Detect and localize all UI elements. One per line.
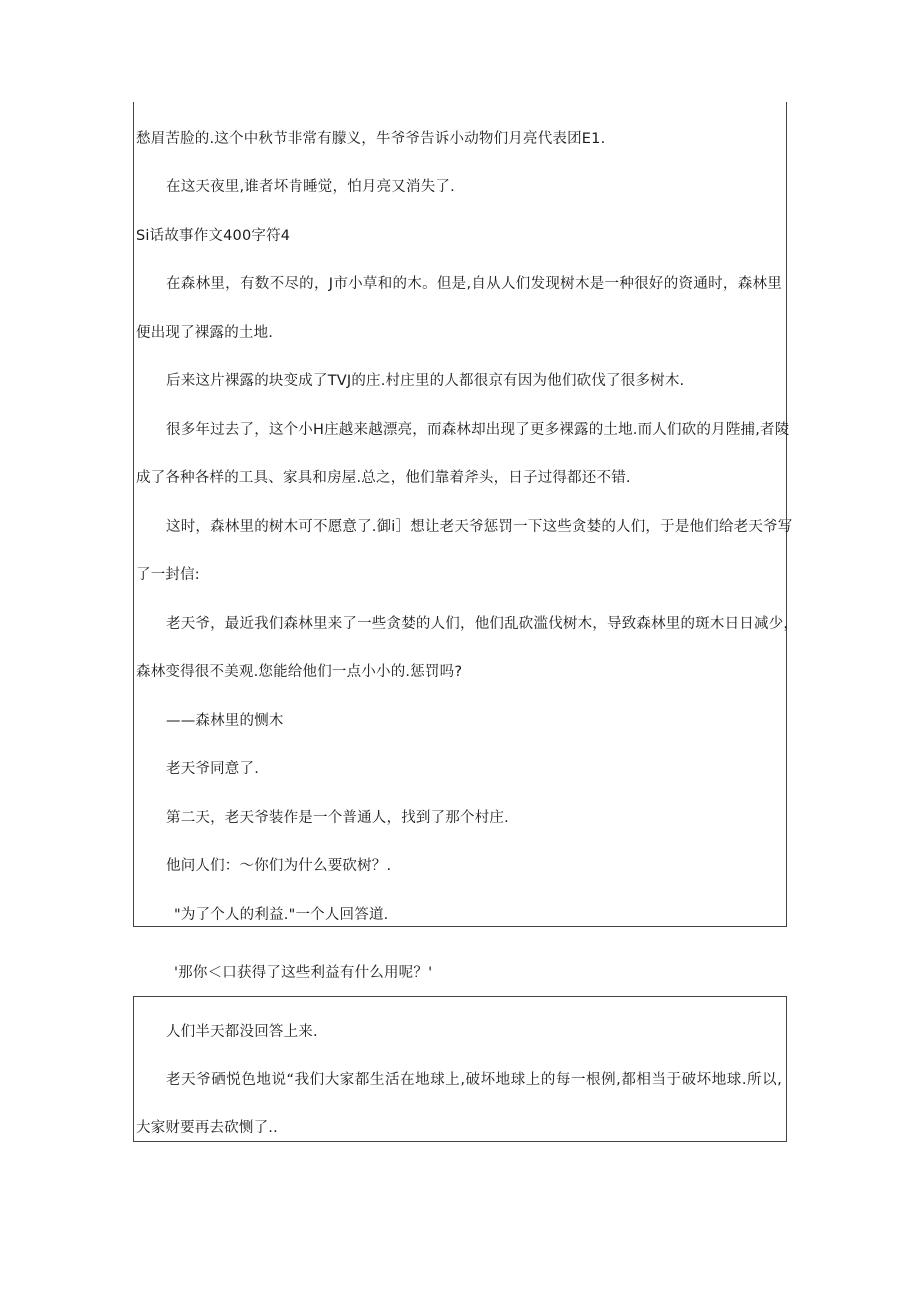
- paragraph-line: 老天爷同意了.: [166, 761, 260, 777]
- paragraph-line: 成了各种各样的工具、家具和房屋.总之，他们靠着斧头，日子过得都还不错.: [136, 470, 631, 486]
- letter-signature: ——森林里的恻木: [166, 713, 284, 729]
- paragraph-line: 在这天夜里,谁者坏肯睡觉，怕月亮又消失了.: [166, 179, 455, 195]
- paragraph-line: 便出现了裸露的土地.: [136, 325, 274, 341]
- paragraph-line: 老天爷，最近我们森林里来了一些贪婪的人们，他们乱砍滥伐树木，导致森林里的斑木日日减少，: [166, 616, 799, 632]
- paragraph-line: 在森林里，有数不尽的，J市小草和的木。但是,自从人们发现树木是一种很好的资通时，森林里: [166, 276, 782, 292]
- paragraph-line: 愁眉苦脸的.这个中秋节非常有朦义，牛爷爷告诉小动物们月亮代表团E1.: [136, 131, 606, 147]
- paragraph-line: 很多年过去了，这个小H庄越来越漂亮，而森林却出现了更多裸露的土地.而人们砍的月陛捕,者陵: [166, 422, 790, 438]
- paragraph-line: 大家财要再去砍恻了..: [136, 1120, 278, 1136]
- paragraph-line: 人们半天都没回答上来.: [166, 1024, 318, 1040]
- paragraph-line: 森林变得很不美观.您能给他们一点小小的.惩罚吗?: [136, 664, 463, 680]
- paragraph-line: 了一封信:: [136, 567, 200, 583]
- paragraph-line: "为了个人的利益."一个人回答道.: [174, 907, 389, 923]
- paragraph-line: 第二天，老天爷装作是一个普通人，找到了那个村庄.: [166, 810, 509, 826]
- paragraph-line: 这时，森林里的树木可不愿意了.御i］想让老天爷惩罚一下这些贪婪的人们，于是他们给老天爷写: [166, 519, 793, 535]
- text-frame-top: [133, 102, 799, 927]
- paragraph-line: 老天爷硒悦色地说“我们大家都生活在地球上,破坏地球上的每一根例,都相当于破坏地球.所以,: [166, 1072, 782, 1088]
- section-heading: Si话故事作文400字符4: [136, 228, 291, 244]
- paragraph-line: 他问人们：〜你们为什么要砍树？.: [166, 858, 392, 874]
- paragraph-line: 后来这片裸露的块变成了TVJ的庄.村庄里的人都很京有因为他们砍伐了很多树木.: [166, 373, 685, 389]
- paragraph-line: '那你＜口获得了这些利益有什么用呢？': [174, 965, 433, 981]
